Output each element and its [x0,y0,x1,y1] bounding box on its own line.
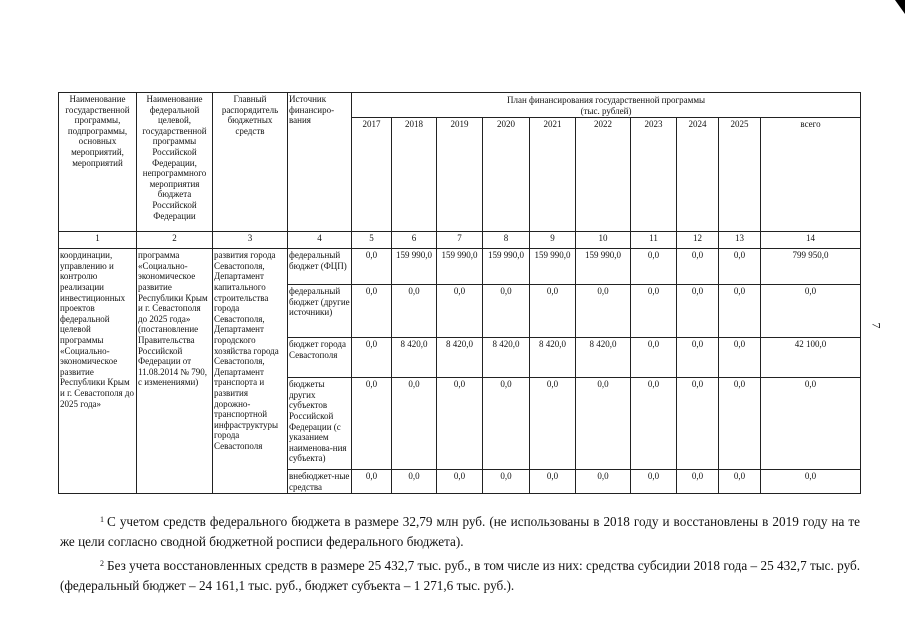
budget-manager-cell: развития города Севастополя, Департамент капитального строительства города Севастополя, Департамент городского хозяйства города Севастополя, Департамент транспорта и развития дорожно-транспортной инфраструктуры города Севастополя [213,249,288,494]
year-header: 2023 [631,118,677,232]
footnote-text: С учетом средств федерального бюджета в размере 32,79 млн руб. (не использованы в 2018 году и восстановлены в 2019 году на те же цели согласно сводной бюджетной росписи федерального бюджета). [60,514,860,549]
year-header: 2022 [576,118,631,232]
plan-title: План финансирования государственной программы [506,95,706,105]
column-number: 14 [761,232,861,249]
value-cell: 0,0 [352,338,392,378]
column-number: 10 [576,232,631,249]
value-cell: 0,0 [631,285,677,338]
value-cell: 0,0 [631,470,677,494]
column-number: 13 [719,232,761,249]
year-header: 2025 [719,118,761,232]
value-cell: 0,0 [677,338,719,378]
financing-table [58,92,861,494]
funding-source-cell: федеральный бюджет (ФЦП) [288,249,352,285]
column-number: 11 [631,232,677,249]
header-federal-program: Наименование федеральной целевой, государственной программы Российской Федерации, непрограммного мероприятия бюджета Российской Федерации [137,93,213,232]
plan-units: (тыс. рублей) [580,105,632,116]
year-header: 2020 [483,118,530,232]
value-cell: 0,0 [530,285,576,338]
header-financing-plan [352,93,861,118]
value-cell: 0,0 [631,338,677,378]
value-cell: 0,0 [631,249,677,285]
year-header: 2021 [530,118,576,232]
value-cell: 0,0 [719,470,761,494]
header-program-name: Наименование государственной программы, подпрограммы, основных мероприятий, мероприятий [59,93,137,232]
value-cell: 0,0 [483,285,530,338]
value-cell: 159 990,0 [530,249,576,285]
value-cell: 0,0 [352,249,392,285]
value-cell: 0,0 [530,470,576,494]
column-number-row [59,232,861,249]
value-cell: 159 990,0 [392,249,437,285]
column-number: 1 [59,232,137,249]
page-number: 7 [869,322,884,329]
value-cell: 0,0 [530,378,576,470]
funding-source-cell: федеральный бюджет (другие источники) [288,285,352,338]
value-cell: 0,0 [677,470,719,494]
total-cell: 0,0 [761,378,861,470]
year-header: 2018 [392,118,437,232]
value-cell: 8 420,0 [392,338,437,378]
column-number: 12 [677,232,719,249]
value-cell: 8 420,0 [576,338,631,378]
funding-source-cell: бюджеты других субъектов Российской Федерации (с указанием наименова-ния субъекта) [288,378,352,470]
value-cell: 0,0 [631,378,677,470]
program-name-cell: координации, управлению и контролю реализации инвестиционных проектов федеральной целевой программы «Социально-экономическое развитие Республики Крым и г. Севастополя до 2025 года» [59,249,137,494]
footnote-mark: 1 [100,515,104,524]
year-header: 2019 [437,118,483,232]
value-cell: 0,0 [576,285,631,338]
value-cell: 0,0 [719,285,761,338]
year-header: 2024 [677,118,719,232]
value-cell: 0,0 [392,470,437,494]
value-cell: 0,0 [719,249,761,285]
header-budget-manager: Главный распорядитель бюджетных средств [213,93,288,232]
funding-source-cell: бюджет города Севастополя [288,338,352,378]
value-cell: 0,0 [352,285,392,338]
value-cell: 0,0 [392,378,437,470]
value-cell: 0,0 [437,470,483,494]
value-cell: 0,0 [677,285,719,338]
total-cell: 42 100,0 [761,338,861,378]
value-cell: 0,0 [483,378,530,470]
value-cell: 8 420,0 [530,338,576,378]
value-cell: 0,0 [677,249,719,285]
value-cell: 0,0 [437,285,483,338]
column-number: 4 [288,232,352,249]
value-cell: 0,0 [719,338,761,378]
value-cell: 0,0 [576,378,631,470]
value-cell: 0,0 [719,378,761,470]
column-number: 5 [352,232,392,249]
value-cell: 159 990,0 [576,249,631,285]
value-cell: 0,0 [483,470,530,494]
header-funding-source: Источник финансиро-вания [288,93,352,232]
value-cell: 0,0 [437,378,483,470]
column-number: 6 [392,232,437,249]
value-cell: 8 420,0 [483,338,530,378]
value-cell: 159 990,0 [437,249,483,285]
column-number: 8 [483,232,530,249]
footnote-1 [60,512,860,552]
federal-program-cell: программа «Социально-экономическое развитие Республики Крым и г. Севастополя до 2025 года» (постановление Правительства Российской Федерации от 11.08.2014 № 790, с изменениями) [137,249,213,494]
table-row [59,249,861,285]
footnote-text: Без учета восстановленных средств в размере 25 432,7 тыс. руб., в том числе из них: средства субсидии 2018 года – 25 432,7 тыс. руб. (федеральный бюджет – 24 161,1 тыс. руб., бюджет субъекта – 1 271,6 тыс. руб.). [60,558,860,593]
footnote-mark: 2 [100,559,104,568]
corner-mark [895,0,905,14]
footnotes [60,512,860,600]
column-number: 3 [213,232,288,249]
column-number: 7 [437,232,483,249]
value-cell: 0,0 [576,470,631,494]
value-cell: 0,0 [392,285,437,338]
column-number: 9 [530,232,576,249]
column-number: 2 [137,232,213,249]
table-header-row [59,93,861,118]
value-cell: 8 420,0 [437,338,483,378]
value-cell: 0,0 [677,378,719,470]
total-header: всего [761,118,861,232]
footnote-2 [60,556,860,596]
value-cell: 0,0 [352,378,392,470]
value-cell: 0,0 [352,470,392,494]
total-cell: 0,0 [761,470,861,494]
total-cell: 799 950,0 [761,249,861,285]
total-cell: 0,0 [761,285,861,338]
funding-source-cell: внебюджет-ные средства [288,470,352,494]
value-cell: 159 990,0 [483,249,530,285]
year-header: 2017 [352,118,392,232]
